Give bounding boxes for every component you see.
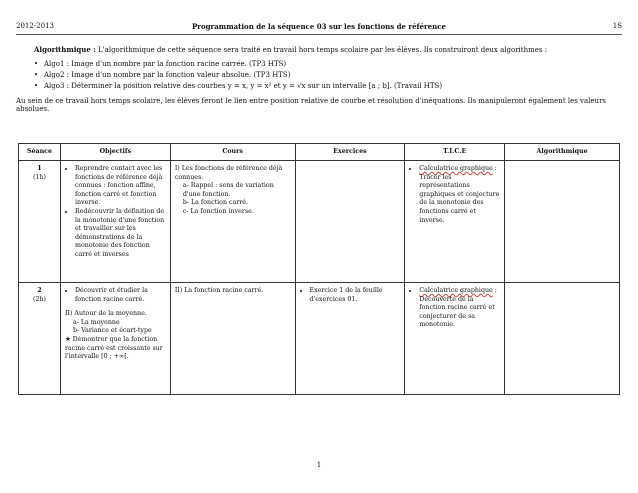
intro-paragraph: Au sein de ce travail hors temps scolaire, les élèves feront le lien entre position relative de courbe et résolution d'inéquations. Ils manipuleront également les valeurs absolues. (16, 97, 607, 113)
algo-cell (505, 283, 620, 395)
exercices-cell: • Exercice 1 de la feuille d'exercices 01. (295, 283, 405, 395)
table-row (19, 161, 620, 283)
col-exercices: Exercices (295, 144, 405, 161)
algo-cell (505, 161, 620, 283)
list-item: • Reprendre contact avec les fonctions de référence déjà connues : fonction affine, fonction carré et fonction inverse. (75, 165, 166, 208)
page-number: 1 (316, 461, 322, 469)
seance-cell: 2 (2h) (19, 283, 61, 395)
cours-cell: II) La fonction racine carré. (170, 283, 295, 395)
algo-intro-text: L'algorithmique de cette séquence sera traité en travail hors temps scolaire par les élèves. Ils construiront deux algorithmes : (98, 46, 548, 54)
exercices-cell (295, 161, 405, 283)
program-table (18, 143, 620, 395)
table-header-row (19, 144, 620, 161)
col-cours: Cours (170, 144, 295, 161)
tice-cell: • Calculatrice graphique : Découverte de la fonction racine carré et conjecturer de sa monotonie. (405, 283, 505, 395)
cours-cell: I) Les fonctions de référence déjà connues. a- Rappel : sens de variation d'une fonction. b- La fonction carré. c- La fonction inverse. (170, 161, 295, 283)
algo-intro-label: Algorithmique : (34, 45, 96, 54)
header-title: Programmation de la séquence 03 sur les fonctions de référence (192, 22, 446, 31)
page-header (16, 22, 622, 34)
header-level: 1S (612, 22, 622, 30)
tice-cell: • Calculatrice graphique : Tracer les représentations graphiques et conjecture de la monotonie des fonctions carré et inverse. (405, 161, 505, 283)
col-algorithmique: Algorithmique (505, 144, 620, 161)
col-seance: Séance (19, 144, 61, 161)
list-item: • Redécouvrir la définition de la monotonie d'une fonction et travailler sur les démonstrations de la monotonie des fonction carré et inverses (75, 208, 166, 260)
algo-item: • Algo3 : Déterminer la position relative des courbes y = x, y = x² et y = √x sur un intervalle [a ; b]. (Travail HTS) (34, 82, 443, 90)
col-objectifs: Objectifs (60, 144, 170, 161)
seance-cell: 1 (1h) (19, 161, 61, 283)
objectifs-cell (60, 161, 170, 283)
col-tice: T.I.C.E (405, 144, 505, 161)
objectifs-cell: • Découvrir et étudier la fonction racine carré. II) Autour de la moyenne. a- La moyenne b- Variance et écart-type ★ Démontrer que la fonction racine carré est croissante sur l'intervalle [0 ; +∞[. (60, 283, 170, 395)
algo-item: • Algo2 : Image d'un nombre par la fonction valeur absolue. (TP3 HTS) (34, 71, 291, 79)
header-year: 2012-2013 (16, 22, 54, 30)
list-item: • Découvrir et étudier la fonction racine carré. (75, 287, 166, 304)
algo-intro (34, 45, 547, 55)
table-row (19, 283, 620, 395)
algo-item: • Algo1 : Image d'un nombre par la fonction racine carrée. (TP3 HTS) (34, 60, 287, 68)
header-rule (16, 34, 622, 35)
